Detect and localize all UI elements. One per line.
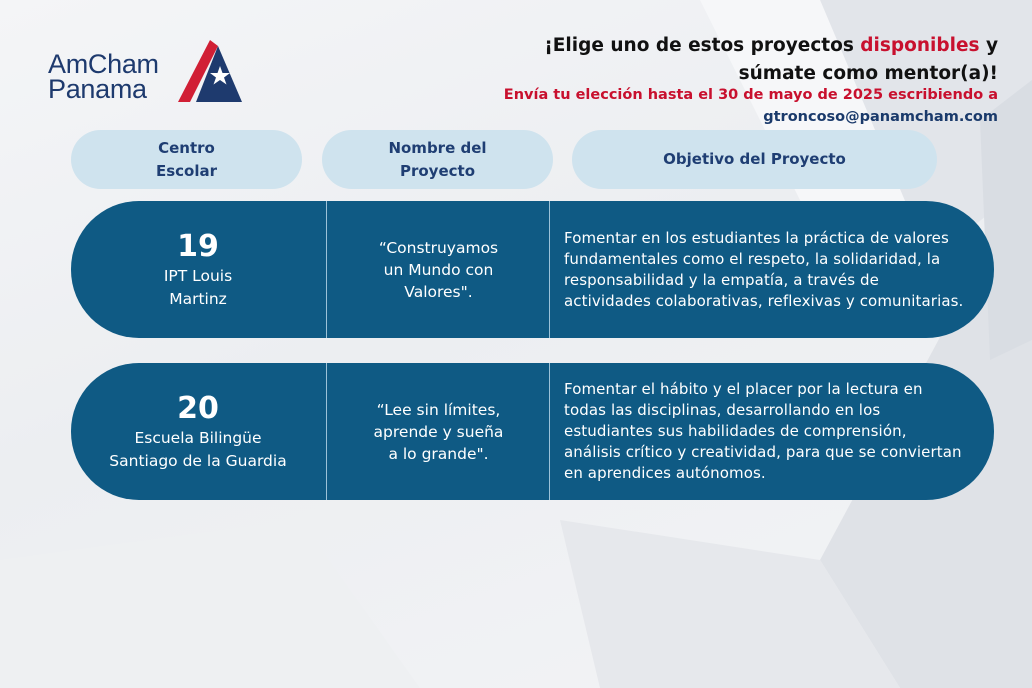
deadline-note — [438, 84, 998, 128]
amcham-logo — [48, 38, 248, 106]
logo-line-1: AmCham — [48, 49, 159, 79]
project-objective: Fomentar en los estudiantes la práctica de valores fundamentales como el respeto, la solidaridad, la responsabilidad y la empatía, a través de actividades colaborativas, reflexivas y comunitarias. — [564, 228, 964, 310]
headline-accent: disponibles — [860, 35, 980, 56]
headline-line-2: súmate como mentor(a)! — [738, 63, 998, 84]
logo-mark-icon — [174, 38, 244, 104]
contact-email[interactable]: gtroncoso@panamcham.com — [763, 109, 998, 125]
project-number: 20 — [177, 390, 219, 426]
project-name-cell — [326, 363, 550, 500]
objective-cell — [549, 363, 964, 500]
project-name: “Lee sin límites, aprende y sueña a lo grande". — [373, 400, 504, 463]
school-cell — [71, 363, 325, 500]
school-name: Escuela Bilingüe Santiago de la Guardia — [109, 428, 287, 470]
column-header-project-name: Nombre del Proyecto — [322, 130, 553, 189]
headline-line-1: ¡Elige uno de estos proyectos disponibles y — [544, 35, 998, 56]
school-name: IPT Louis Martinz — [163, 266, 233, 308]
column-header-objective: Objetivo del Proyecto — [572, 130, 937, 189]
objective-cell — [549, 201, 964, 338]
deadline-text: Envía tu elección hasta el 30 de mayo de 2025 escribiendo a — [503, 87, 998, 103]
logo-line-2: Panama — [48, 74, 147, 104]
project-name-cell — [326, 201, 550, 338]
column-header-school: Centro Escolar — [71, 130, 302, 189]
project-row[interactable] — [71, 363, 994, 500]
logo-wordmark — [48, 49, 159, 104]
school-cell — [71, 201, 325, 338]
project-name: “Construyamos un Mundo con Valores". — [378, 238, 499, 301]
project-row[interactable] — [71, 201, 994, 338]
project-objective: Fomentar el hábito y el placer por la lectura en todas las disciplinas, desarrollando en los estudiantes sus habilidades de comprensión, análisis crítico y creatividad, para que se conviertan en aprendices autónomos. — [564, 380, 962, 482]
headline — [478, 32, 998, 88]
project-number: 19 — [177, 228, 219, 264]
